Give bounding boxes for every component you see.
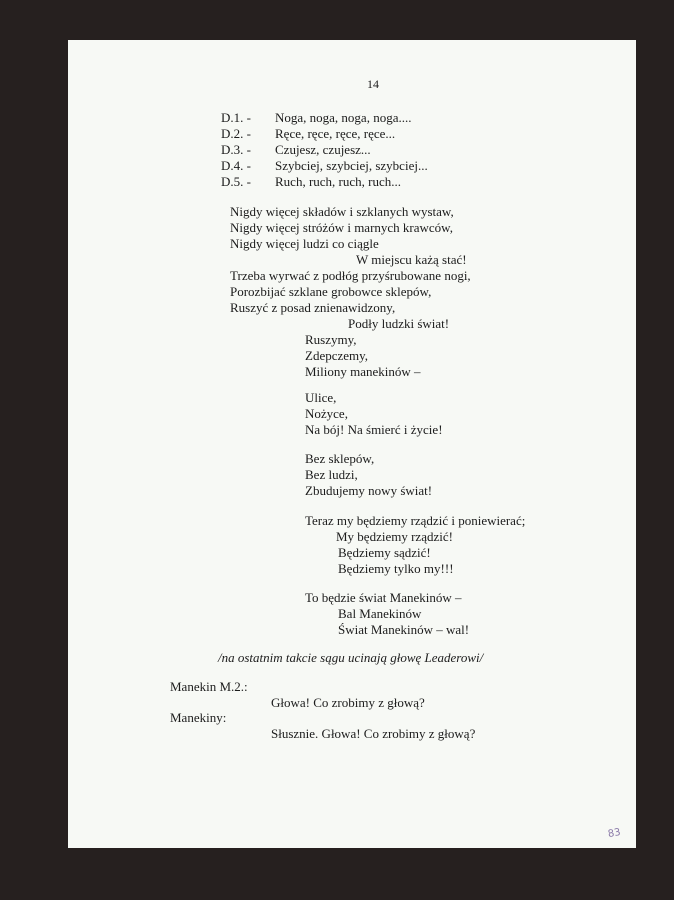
speaker-line: Głowa! Co zrobimy z głową? [271,695,425,710]
poem-line: Miliony manekinów – [305,364,421,379]
poem-line: Nigdy więcej stróżów i marnych krawców, [230,220,453,235]
poem-line: To będzie świat Manekinów – [305,590,462,605]
dialogue-label: D.4. - [221,158,251,173]
poem-line: Ulice, [305,390,337,405]
poem-line: Na bój! Na śmierć i życie! [305,422,443,437]
poem-line: Porozbijać szklane grobowce sklepów, [230,284,432,299]
poem-line: Podły ludzki świat! [348,316,450,331]
dialogue-label: D.5. - [221,174,251,189]
poem-line: Będziemy sądzić! [338,545,431,560]
dialogue-label: D.3. - [221,142,251,157]
poem-line: Będziemy tylko my!!! [338,561,454,576]
poem-line: My będziemy rządzić! [336,529,453,544]
poem-line: Zbudujemy nowy świat! [305,483,433,498]
poem-line: Bez sklepów, [305,451,375,466]
stage-direction: /na ostatnim takcie sągu ucinają głowę Leaderowi/ [218,650,484,665]
dialogue-text: Ręce, ręce, ręce, ręce... [275,126,396,141]
dialogue-text: Ruch, ruch, ruch, ruch... [275,174,401,189]
poem-line: Bez ludzi, [305,467,358,482]
poem-line: Nożyce, [305,406,348,421]
dialogue-label: D.2. - [221,126,251,141]
poem-line: Bal Manekinów [338,606,422,621]
page-number: 14 [367,77,379,91]
margin-note: 83 [607,826,622,841]
dialogue-text: Szybciej, szybciej, szybciej... [275,158,428,173]
poem-line: Nigdy więcej ludzi co ciągle [230,236,379,251]
document-page [68,40,636,848]
poem-line: Teraz my będziemy rządzić i poniewierać; [305,513,526,528]
dialogue-text: Noga, noga, noga, noga.... [275,110,412,125]
poem-line: Ruszymy, [305,332,357,347]
speaker-name: Manekin M.2.: [170,679,248,694]
speaker-line: Słusznie. Głowa! Co zrobimy z głową? [271,726,476,741]
poem-line: W miejscu każą stać! [356,252,467,267]
dialogue-text: Czujesz, czujesz... [275,142,371,157]
poem-line: Nigdy więcej składów i szklanych wystaw, [230,204,454,219]
poem-line: Zdepczemy, [305,348,369,363]
speaker-name: Manekiny: [170,710,227,725]
poem-line: Trzeba wyrwać z podłóg przyśrubowane nogi, [230,268,471,283]
poem-line: Ruszyć z posad znienawidzony, [230,300,396,315]
dialogue-label: D.1. - [221,110,251,125]
poem-line: Świat Manekinów – wal! [338,622,470,637]
